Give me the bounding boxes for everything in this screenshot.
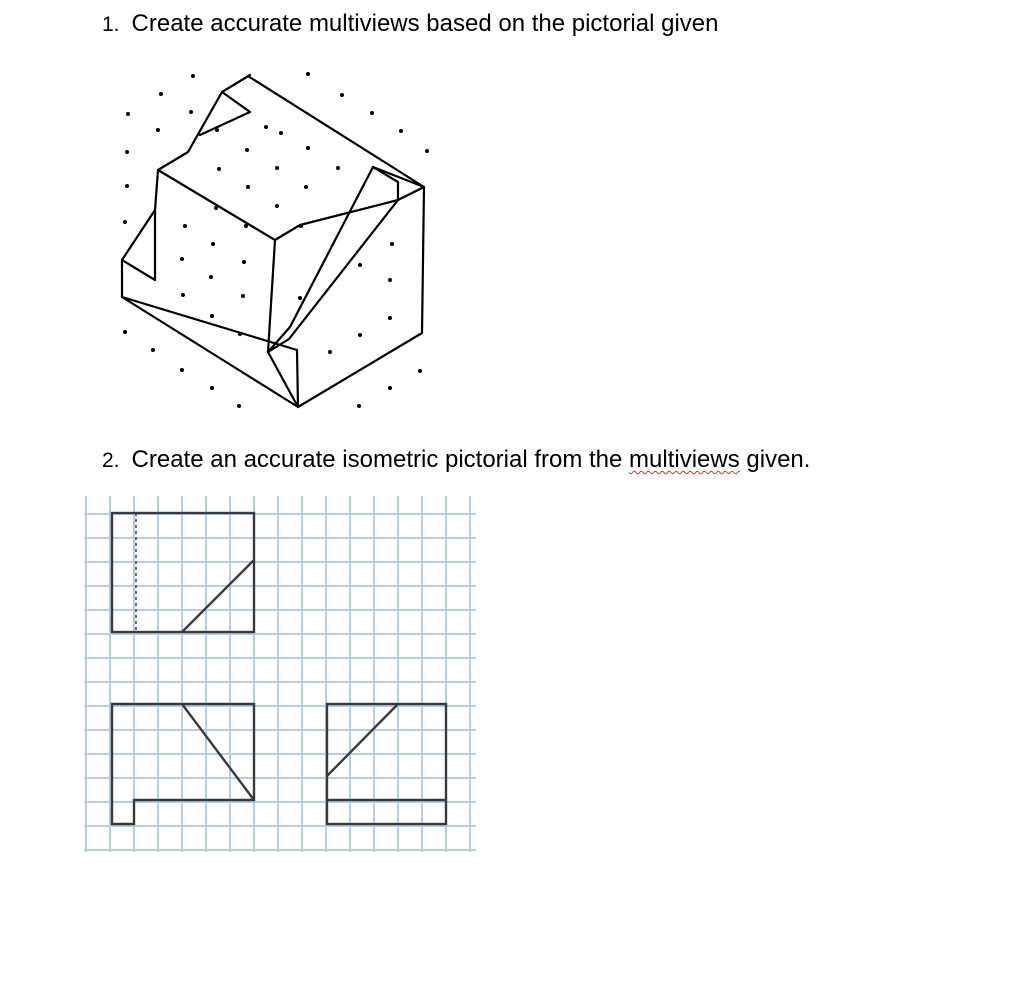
question-2-text-after: given. <box>739 446 811 473</box>
question-1 <box>102 10 718 39</box>
question-2-flagged-word: multiviews <box>629 446 740 473</box>
question-2-text-before: Create an accurate isometric pictorial from the <box>131 446 630 473</box>
isometric-pictorial-figure <box>110 66 440 416</box>
multiview-grid-figure <box>80 492 480 856</box>
question-2-number: 2. <box>102 449 120 472</box>
iso-object-outline <box>122 75 424 407</box>
question-1-text: Create accurate multiviews based on the pictorial given <box>131 10 719 37</box>
question-2 <box>102 446 810 475</box>
question-1-number: 1. <box>102 13 120 36</box>
